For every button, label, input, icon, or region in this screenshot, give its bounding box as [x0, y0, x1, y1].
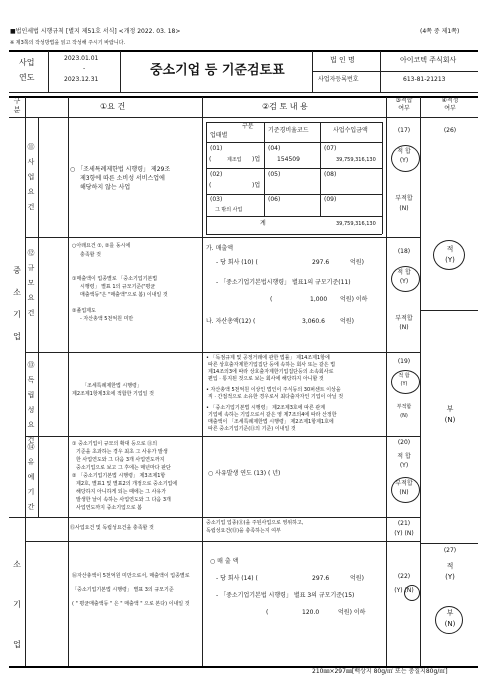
- company-sales-value: 297.6: [312, 575, 330, 582]
- inner-table-line: [206, 234, 382, 235]
- header-bottom: [9, 117, 478, 118]
- year-label: 연도: [19, 73, 35, 82]
- independence-review: • 자산총액 5천억원 이상인 법인이 주식등의 30퍼센트 이상을: [206, 387, 341, 393]
- col-line: [202, 97, 203, 666]
- year-label: 사업: [19, 58, 35, 67]
- small-biz-label: 소 기 업: [13, 560, 21, 649]
- row-no: (01): [210, 145, 223, 152]
- col-line: [386, 97, 387, 666]
- requirement-header: ①요 건: [100, 102, 126, 111]
- item-no: (18): [397, 248, 411, 255]
- col-gubun: 구분: [242, 123, 254, 130]
- assets-value: 3,060.6: [302, 318, 325, 325]
- scale-req-label: ⑫ 규 모 요 건: [27, 249, 35, 317]
- paren: )업: [252, 156, 261, 163]
- col-line: [420, 97, 421, 666]
- fit-option[interactable]: 적 합: [398, 373, 410, 379]
- scale-req-text: ②졸업제도: [72, 308, 96, 314]
- corp-name-value: 아이코텍 주식회사: [400, 56, 457, 64]
- scale-standard-value: 1,000: [310, 296, 328, 303]
- row-no: (03): [210, 196, 223, 203]
- grace-req-text: ② 「중소기업기본법 시행령」 제3조제1항: [72, 473, 166, 479]
- unfit-option[interactable]: 부적합: [395, 195, 413, 202]
- paren: (: [209, 156, 212, 163]
- independence-review: 편입 · 통지된 것으로 보는 회사에 해당하지 아니할 것: [208, 376, 324, 382]
- inner-table-line: [320, 122, 321, 216]
- scale-req-text: 시행령」 별표 1의 규모기준("평균: [80, 284, 156, 290]
- top-box-bottom: [9, 92, 478, 93]
- yn-option[interactable]: (Y) (N): [394, 587, 414, 594]
- independence-review: 직 · 간접적으로 소유한 경우로서 최다출자자인 기업이 아닐 것: [208, 394, 344, 400]
- unit: 억원) 이하: [338, 609, 366, 616]
- small-biz-req-2: ⑯자산총액이 5천억원 미만으로서, 매출액이 업종별로: [72, 573, 190, 579]
- section-divider: [9, 517, 420, 518]
- paren: (: [209, 182, 212, 189]
- col-amount: 사업수입금액: [333, 127, 368, 134]
- independence-req-text: 제2조제1항제3호에 적합한 기업일 것: [72, 391, 154, 397]
- paren: )업: [252, 182, 261, 189]
- assets-label: 나. 자산총액(12) (: [206, 318, 256, 325]
- row-no: (05): [268, 171, 281, 178]
- scale-req-text: ①매출액이 업종별로 「중소기업기본법: [72, 276, 158, 282]
- small-biz-req-2: ( " 평균매출액등 " 은 " 매출액 " 으로 본다) 이내일 것: [72, 601, 190, 607]
- grace-req-text: 제2호, 별표1 및 별표2의 개정으로 중소기업에: [76, 481, 178, 487]
- row-no: (08): [324, 171, 337, 178]
- fit-option[interactable]: 적 합: [397, 269, 411, 276]
- item-no: (27): [443, 547, 457, 554]
- grace-req-text: 한 사업연도와 그 다음 3개 사업연도까지: [76, 457, 165, 463]
- col-line: [38, 117, 39, 517]
- bu-option[interactable]: 부: [446, 609, 454, 617]
- small-biz-req-2: 「중소기업기본법 시행령」 별표 3의 규모기준: [72, 587, 174, 593]
- inner-table-line: [206, 168, 382, 169]
- fit-code: (Y): [400, 381, 408, 387]
- row-no: (02): [210, 171, 223, 178]
- valid-header: 여부: [444, 105, 456, 112]
- bu-code: (N): [444, 620, 456, 628]
- row-no: (04): [268, 145, 281, 152]
- document-title: 중소기업 등 기준검토표: [150, 63, 285, 78]
- divider: [48, 51, 49, 92]
- unfit-code: (N): [399, 489, 409, 496]
- valid-divider: [420, 543, 478, 544]
- scale-req-text: ○아래요건 ①, ②를 동시에: [72, 243, 131, 249]
- valid-header: ④적정: [441, 97, 459, 104]
- grace-req-text: 발생한 날이 속하는 사업연도와 그 다음 3개: [76, 497, 171, 503]
- inner-table-line: [206, 142, 382, 143]
- grace-req-text: 해당하지 아니하게 되는 때에는 그 사유가: [76, 489, 167, 495]
- inner-table-line: [264, 122, 265, 216]
- fit-header: 여부: [398, 105, 410, 112]
- valid-code: (N): [444, 416, 456, 424]
- yn-option[interactable]: (Y) (N): [394, 530, 414, 537]
- unit: 억원): [350, 575, 364, 582]
- total-label: 계: [260, 220, 266, 227]
- unit: 억원): [350, 259, 364, 266]
- industry-amount: 39,759,316,130: [336, 157, 376, 163]
- valid-code: (Y): [445, 573, 455, 581]
- item-no: (21): [397, 520, 411, 527]
- inner-table-line: [206, 122, 382, 123]
- business-req-label: ⑪ 사 업 요 건: [27, 143, 35, 211]
- period-from: 2023.01.01: [64, 55, 99, 62]
- row-no: (07): [324, 145, 337, 152]
- item-no: (26): [443, 127, 457, 134]
- unfit-code: (N): [399, 205, 409, 212]
- independence-req-text: 「조세특례제한법 시행령」: [82, 383, 142, 389]
- sme-label: 중 소 기 업: [13, 266, 21, 341]
- fit-option[interactable]: 적 합: [397, 148, 411, 155]
- divider: [312, 71, 478, 72]
- fit-code: (Y): [399, 462, 409, 469]
- unfit-option[interactable]: 부적합: [396, 404, 412, 410]
- item-no: (17): [397, 127, 411, 134]
- section-divider: [25, 541, 420, 542]
- page-info: (4쪽 중 제1쪽): [420, 28, 460, 35]
- unfit-code: (N): [400, 413, 408, 419]
- unfit-option[interactable]: 부적합: [395, 315, 413, 322]
- form-title: ■법인세법 시행규칙 [별지 제51호 서식] <개정 2022. 03. 18>: [10, 28, 181, 35]
- independence-review: 따른 상호출자제한기업집단 등에 속하는 회사 또는 같은 법: [208, 362, 336, 368]
- period-dash: -: [83, 65, 86, 72]
- gubun-header: 구 분: [13, 97, 21, 114]
- valid-code: (Y): [445, 256, 455, 264]
- small-biz-review-1: 독립성요건(⑬)을 충족하는지 여부: [206, 528, 281, 534]
- sales-label: 가. 매출액: [206, 245, 233, 252]
- grace-period-label: ⑭ 유 예 기 간: [27, 443, 35, 511]
- company-sales-value: 297.6: [312, 259, 330, 266]
- scale-standard-label: - 「중소기업기본법시행령」 별표1의 규모기준(11): [216, 279, 351, 286]
- paren: (: [270, 296, 273, 303]
- total-amount: 39,759,316,130: [336, 221, 376, 227]
- independence-review: • 「중소기업기본법 시행령」 제2조제3호에 따른 관계: [206, 405, 326, 411]
- fit-code: (Y): [399, 278, 409, 285]
- scale-req-text: - 자산총액 5천억원 미만: [80, 316, 134, 322]
- company-sales-label: - 당 회사 (10) (: [216, 259, 258, 266]
- grace-req-text: 중소기업으로 보고 그 후에는 매년마다 판단: [76, 465, 171, 471]
- item-no: (20): [397, 439, 411, 446]
- independence-review: • 「독점규제 및 공정거래에 관한 법률」 제14조제1항에: [206, 355, 330, 361]
- biz-no-label: 사업자등록번호: [318, 76, 359, 83]
- business-req-text: 제3항에 따른 소비성 서비스업에: [80, 175, 165, 182]
- section-divider: [25, 237, 420, 238]
- fit-option[interactable]: 적 합: [397, 453, 411, 460]
- unfit-code: (N): [399, 324, 409, 331]
- small-biz-review-1: 중소기업 업종(⑪)을 주된사업으로 영위하고,: [206, 520, 304, 526]
- valid-divider: [420, 310, 478, 311]
- business-req-text: ○ 「조세특례제한법 시행령」 제29조: [70, 166, 171, 173]
- top-border: [9, 50, 478, 52]
- period-to: 2023.12.31: [64, 76, 99, 83]
- grace-req-text: 사업연도까지 중소기업으로 봄: [76, 505, 142, 511]
- paper-spec: 210㎜×297㎜[백상지 80g/㎡ 또는 중질지80g/㎡]: [312, 668, 448, 675]
- inner-table-line: [206, 216, 382, 217]
- grace-req-text: ① 중소기업이 규모의 확대 등으로 ⑪의: [72, 441, 158, 447]
- grace-year[interactable]: ○ 사유발생 연도 (13) ( 년): [208, 470, 281, 477]
- divider: [120, 51, 121, 92]
- independence-review: 따른 중소기업기준(⑪의 기준) 이내일 것: [208, 426, 296, 432]
- inner-table-line: [382, 122, 383, 234]
- industry-name: 제조업: [227, 157, 242, 163]
- fit-code: (Y): [399, 157, 409, 164]
- notice: ※ 제3쪽의 작성방법을 읽고 작성해 주시기 바랍니다.: [10, 40, 126, 46]
- independence-review: 제14조의3에 따라 상호출자제한기업집단등의 소속회사로: [208, 369, 334, 375]
- scale-standard-value: 120.0: [302, 609, 320, 616]
- paren: (: [266, 609, 269, 616]
- col-line: [68, 97, 69, 666]
- review-header: ②검 토 내 용: [262, 102, 308, 111]
- scale-req-text: 매출액등"은 "매출액"으로 봄) 이내일 것: [80, 292, 168, 298]
- industry-name: 그 밖의 사업: [215, 207, 243, 213]
- inner-table-line: [206, 194, 382, 195]
- unit: 억원) 이하: [340, 296, 368, 303]
- valid-option[interactable]: 적: [446, 245, 454, 253]
- scale-standard-label: - 「중소기업기본법 시행령」 별표 3의 규모기준(15): [216, 592, 355, 599]
- sales-label: ○ 매 출 액: [210, 558, 239, 565]
- section-divider: [25, 352, 420, 353]
- unit: 억원): [340, 318, 354, 325]
- col-code: 기준경비율코드: [268, 127, 309, 134]
- business-req-text: 해당하지 않는 사업: [80, 184, 131, 191]
- section-divider: [25, 436, 420, 437]
- corp-name-label: 법 인 명: [330, 56, 355, 64]
- scale-req-text: 충족할 것: [80, 252, 101, 258]
- unfit-option[interactable]: 부적합: [395, 480, 413, 487]
- industry-code: 154509: [277, 156, 300, 163]
- row-no: (09): [324, 196, 337, 203]
- independence-req-label: ⑬ 독 립 성 요 건: [27, 361, 35, 444]
- fit-header: ③적합: [395, 97, 413, 104]
- inner-table-line: [206, 122, 207, 234]
- small-biz-req-1: ⑮사업요건 및 독립성요건을 충족할 것: [70, 525, 154, 531]
- independence-review: 매출액이 「조세특례제한법 시행령」 제2조제1항제1호에: [208, 419, 334, 425]
- grace-req-text: 기준을 초과하는 경우 최초 그 사유가 발생: [76, 449, 168, 455]
- valid-option[interactable]: 부: [446, 405, 454, 413]
- item-no: (22): [397, 573, 411, 580]
- row-no: (06): [268, 196, 281, 203]
- company-sales-label: - 당 회사 (14) (: [216, 575, 258, 582]
- valid-option[interactable]: 적: [446, 562, 454, 570]
- selected-mark: [404, 585, 420, 601]
- item-no: (19): [397, 358, 411, 365]
- col-industry: 업태별: [210, 132, 228, 139]
- biz-no-value: 613-81-21213: [403, 76, 446, 83]
- independence-review: 기업에 속하는 기업으로서 같은 영 제7조의4에 따라 산정한: [208, 412, 337, 418]
